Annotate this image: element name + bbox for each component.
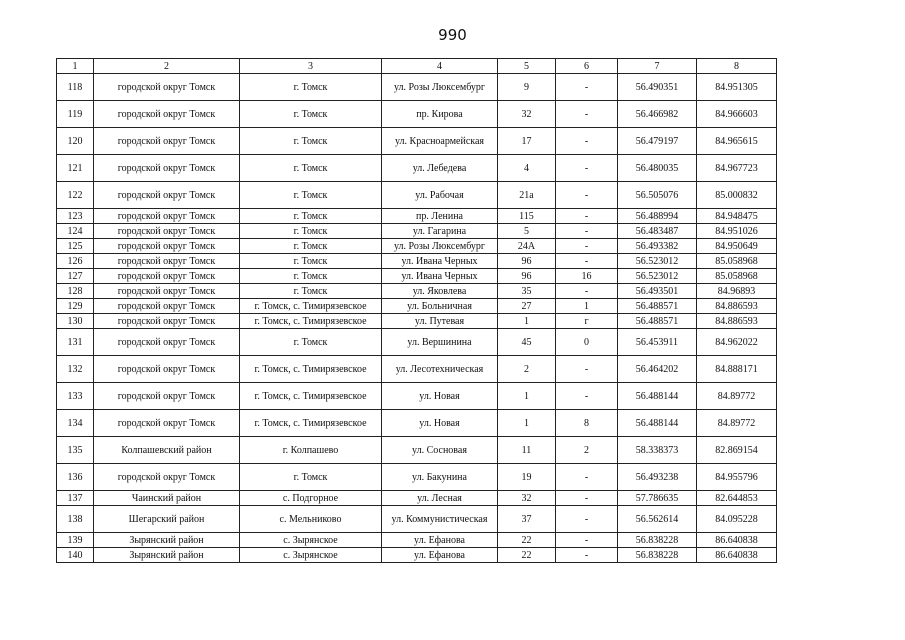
- table-row: [57, 101, 777, 128]
- district-cell: городской округ Томск: [94, 383, 240, 410]
- latitude-cell: 56.453911: [618, 329, 697, 356]
- street-cell: пр. Кирова: [382, 101, 498, 128]
- district-cell: городской округ Томск: [94, 239, 240, 254]
- settlement-cell: г. Томск: [240, 101, 382, 128]
- house-cell: 19: [498, 464, 556, 491]
- settlement-cell: г. Томск, с. Тимирязевское: [240, 314, 382, 329]
- building-cell: -: [556, 506, 618, 533]
- longitude-cell: 84.967723: [697, 155, 777, 182]
- settlement-cell: г. Томск: [240, 128, 382, 155]
- building-cell: 8: [556, 410, 618, 437]
- building-cell: -: [556, 284, 618, 299]
- column-header: 5: [498, 59, 556, 74]
- table-row: [57, 383, 777, 410]
- house-cell: 96: [498, 269, 556, 284]
- settlement-cell: г. Томск, с. Тимирязевское: [240, 383, 382, 410]
- longitude-cell: 84.955796: [697, 464, 777, 491]
- street-cell: ул. Розы Люксембург: [382, 74, 498, 101]
- header-row: [57, 59, 777, 74]
- district-cell: городской округ Томск: [94, 410, 240, 437]
- settlement-cell: г. Томск, с. Тимирязевское: [240, 299, 382, 314]
- row-number-cell: 137: [57, 491, 94, 506]
- row-number-cell: 119: [57, 101, 94, 128]
- district-cell: городской округ Томск: [94, 269, 240, 284]
- street-cell: ул. Ефанова: [382, 548, 498, 563]
- district-cell: городской округ Томск: [94, 182, 240, 209]
- house-cell: 1: [498, 314, 556, 329]
- district-cell: городской округ Томск: [94, 299, 240, 314]
- table-row: [57, 155, 777, 182]
- row-number-cell: 126: [57, 254, 94, 269]
- district-cell: городской округ Томск: [94, 74, 240, 101]
- building-cell: -: [556, 383, 618, 410]
- district-cell: Колпашевский район: [94, 437, 240, 464]
- settlement-cell: г. Томск: [240, 155, 382, 182]
- house-cell: 22: [498, 548, 556, 563]
- latitude-cell: 57.786635: [618, 491, 697, 506]
- house-cell: 45: [498, 329, 556, 356]
- street-cell: ул. Ивана Черных: [382, 254, 498, 269]
- street-cell: ул. Сосновая: [382, 437, 498, 464]
- street-cell: ул. Рабочая: [382, 182, 498, 209]
- row-number-cell: 121: [57, 155, 94, 182]
- street-cell: ул. Гагарина: [382, 224, 498, 239]
- latitude-cell: 56.488571: [618, 314, 697, 329]
- building-cell: 0: [556, 329, 618, 356]
- settlement-cell: г. Томск, с. Тимирязевское: [240, 410, 382, 437]
- row-number-cell: 140: [57, 548, 94, 563]
- latitude-cell: 56.490351: [618, 74, 697, 101]
- house-cell: 22: [498, 533, 556, 548]
- column-header: 2: [94, 59, 240, 74]
- settlement-cell: г. Томск: [240, 74, 382, 101]
- street-cell: ул. Лебедева: [382, 155, 498, 182]
- latitude-cell: 56.838228: [618, 533, 697, 548]
- settlement-cell: г. Томск: [240, 329, 382, 356]
- settlement-cell: г. Томск: [240, 284, 382, 299]
- longitude-cell: 84.951305: [697, 74, 777, 101]
- table-row: [57, 128, 777, 155]
- longitude-cell: 84.886593: [697, 314, 777, 329]
- table-row: [57, 299, 777, 314]
- latitude-cell: 56.479197: [618, 128, 697, 155]
- table-row: [57, 506, 777, 533]
- settlement-cell: г. Томск: [240, 239, 382, 254]
- row-number-cell: 138: [57, 506, 94, 533]
- longitude-cell: 82.644853: [697, 491, 777, 506]
- district-cell: городской округ Томск: [94, 254, 240, 269]
- column-header: 1: [57, 59, 94, 74]
- building-cell: -: [556, 209, 618, 224]
- row-number-cell: 125: [57, 239, 94, 254]
- settlement-cell: г. Томск: [240, 254, 382, 269]
- longitude-cell: 84.966603: [697, 101, 777, 128]
- longitude-cell: 84.888171: [697, 356, 777, 383]
- district-cell: городской округ Томск: [94, 329, 240, 356]
- table-row: [57, 254, 777, 269]
- longitude-cell: 84.948475: [697, 209, 777, 224]
- building-cell: -: [556, 182, 618, 209]
- district-cell: Чаинский район: [94, 491, 240, 506]
- street-cell: ул. Путевая: [382, 314, 498, 329]
- row-number-cell: 131: [57, 329, 94, 356]
- district-cell: городской округ Томск: [94, 284, 240, 299]
- street-cell: ул. Новая: [382, 383, 498, 410]
- table-row: [57, 209, 777, 224]
- settlement-cell: г. Томск: [240, 464, 382, 491]
- row-number-cell: 128: [57, 284, 94, 299]
- building-cell: -: [556, 128, 618, 155]
- row-number-cell: 122: [57, 182, 94, 209]
- row-number-cell: 130: [57, 314, 94, 329]
- district-cell: Зырянский район: [94, 548, 240, 563]
- district-cell: городской округ Томск: [94, 128, 240, 155]
- building-cell: -: [556, 74, 618, 101]
- building-cell: -: [556, 101, 618, 128]
- row-number-cell: 124: [57, 224, 94, 239]
- latitude-cell: 56.483487: [618, 224, 697, 239]
- street-cell: ул. Новая: [382, 410, 498, 437]
- table-row: [57, 410, 777, 437]
- building-cell: -: [556, 356, 618, 383]
- building-cell: -: [556, 239, 618, 254]
- latitude-cell: 56.488144: [618, 383, 697, 410]
- row-number-cell: 134: [57, 410, 94, 437]
- longitude-cell: 84.96893: [697, 284, 777, 299]
- longitude-cell: 82.869154: [697, 437, 777, 464]
- house-cell: 37: [498, 506, 556, 533]
- row-number-cell: 123: [57, 209, 94, 224]
- building-cell: 16: [556, 269, 618, 284]
- building-cell: -: [556, 155, 618, 182]
- row-number-cell: 127: [57, 269, 94, 284]
- house-cell: 2: [498, 356, 556, 383]
- house-cell: 17: [498, 128, 556, 155]
- table-row: [57, 437, 777, 464]
- district-cell: Шегарский район: [94, 506, 240, 533]
- district-cell: городской округ Томск: [94, 464, 240, 491]
- settlement-cell: г. Колпашево: [240, 437, 382, 464]
- settlement-cell: г. Томск: [240, 182, 382, 209]
- table-row: [57, 464, 777, 491]
- house-cell: 24А: [498, 239, 556, 254]
- latitude-cell: 56.480035: [618, 155, 697, 182]
- street-cell: ул. Лесотехническая: [382, 356, 498, 383]
- latitude-cell: 56.562614: [618, 506, 697, 533]
- district-cell: городской округ Томск: [94, 209, 240, 224]
- table-row: [57, 356, 777, 383]
- address-table: [56, 58, 777, 563]
- table-row: [57, 284, 777, 299]
- street-cell: ул. Бакунина: [382, 464, 498, 491]
- latitude-cell: 56.493238: [618, 464, 697, 491]
- building-cell: 2: [556, 437, 618, 464]
- building-cell: 1: [556, 299, 618, 314]
- house-cell: 4: [498, 155, 556, 182]
- longitude-cell: 85.000832: [697, 182, 777, 209]
- latitude-cell: 56.523012: [618, 269, 697, 284]
- latitude-cell: 56.523012: [618, 254, 697, 269]
- row-number-cell: 136: [57, 464, 94, 491]
- house-cell: 96: [498, 254, 556, 269]
- longitude-cell: 84.951026: [697, 224, 777, 239]
- latitude-cell: 56.493501: [618, 284, 697, 299]
- house-cell: 1: [498, 383, 556, 410]
- settlement-cell: с. Зырянское: [240, 533, 382, 548]
- settlement-cell: с. Подгорное: [240, 491, 382, 506]
- row-number-cell: 118: [57, 74, 94, 101]
- house-cell: 35: [498, 284, 556, 299]
- settlement-cell: г. Томск, с. Тимирязевское: [240, 356, 382, 383]
- house-cell: 32: [498, 491, 556, 506]
- table-row: [57, 533, 777, 548]
- row-number-cell: 135: [57, 437, 94, 464]
- latitude-cell: 56.488994: [618, 209, 697, 224]
- building-cell: -: [556, 491, 618, 506]
- row-number-cell: 139: [57, 533, 94, 548]
- house-cell: 9: [498, 74, 556, 101]
- district-cell: городской округ Томск: [94, 155, 240, 182]
- settlement-cell: г. Томск: [240, 209, 382, 224]
- row-number-cell: 120: [57, 128, 94, 155]
- table-body: [57, 74, 777, 563]
- street-cell: пр. Ленина: [382, 209, 498, 224]
- latitude-cell: 56.488571: [618, 299, 697, 314]
- table-row: [57, 314, 777, 329]
- house-cell: 11: [498, 437, 556, 464]
- longitude-cell: 84.950649: [697, 239, 777, 254]
- table-row: [57, 491, 777, 506]
- building-cell: -: [556, 533, 618, 548]
- longitude-cell: 85.058968: [697, 254, 777, 269]
- settlement-cell: г. Томск: [240, 269, 382, 284]
- settlement-cell: с. Мельниково: [240, 506, 382, 533]
- latitude-cell: 56.493382: [618, 239, 697, 254]
- longitude-cell: 86.640838: [697, 533, 777, 548]
- street-cell: ул. Вершинина: [382, 329, 498, 356]
- longitude-cell: 84.89772: [697, 383, 777, 410]
- settlement-cell: г. Томск: [240, 224, 382, 239]
- street-cell: ул. Красноармейская: [382, 128, 498, 155]
- table-row: [57, 269, 777, 284]
- longitude-cell: 85.058968: [697, 269, 777, 284]
- house-cell: 5: [498, 224, 556, 239]
- latitude-cell: 56.466982: [618, 101, 697, 128]
- column-header: 3: [240, 59, 382, 74]
- district-cell: Зырянский район: [94, 533, 240, 548]
- table-row: [57, 548, 777, 563]
- settlement-cell: с. Зырянское: [240, 548, 382, 563]
- street-cell: ул. Розы Люксембург: [382, 239, 498, 254]
- table-row: [57, 329, 777, 356]
- longitude-cell: 84.965615: [697, 128, 777, 155]
- latitude-cell: 56.488144: [618, 410, 697, 437]
- street-cell: ул. Больничная: [382, 299, 498, 314]
- longitude-cell: 84.962022: [697, 329, 777, 356]
- street-cell: ул. Ефанова: [382, 533, 498, 548]
- latitude-cell: 56.838228: [618, 548, 697, 563]
- district-cell: городской округ Томск: [94, 356, 240, 383]
- house-cell: 27: [498, 299, 556, 314]
- column-header: 8: [697, 59, 777, 74]
- building-cell: -: [556, 254, 618, 269]
- longitude-cell: 84.886593: [697, 299, 777, 314]
- latitude-cell: 56.505076: [618, 182, 697, 209]
- row-number-cell: 133: [57, 383, 94, 410]
- longitude-cell: 84.095228: [697, 506, 777, 533]
- district-cell: городской округ Томск: [94, 101, 240, 128]
- row-number-cell: 129: [57, 299, 94, 314]
- street-cell: ул. Яковлева: [382, 284, 498, 299]
- building-cell: -: [556, 464, 618, 491]
- longitude-cell: 86.640838: [697, 548, 777, 563]
- table-row: [57, 239, 777, 254]
- district-cell: городской округ Томск: [94, 314, 240, 329]
- page-number: 990: [438, 26, 467, 44]
- table-row: [57, 74, 777, 101]
- latitude-cell: 58.338373: [618, 437, 697, 464]
- district-cell: городской округ Томск: [94, 224, 240, 239]
- building-cell: -: [556, 548, 618, 563]
- column-header: 6: [556, 59, 618, 74]
- longitude-cell: 84.89772: [697, 410, 777, 437]
- house-cell: 115: [498, 209, 556, 224]
- street-cell: ул. Лесная: [382, 491, 498, 506]
- street-cell: ул. Ивана Черных: [382, 269, 498, 284]
- table-row: [57, 224, 777, 239]
- building-cell: -: [556, 224, 618, 239]
- building-cell: г: [556, 314, 618, 329]
- row-number-cell: 132: [57, 356, 94, 383]
- street-cell: ул. Коммунистическая: [382, 506, 498, 533]
- table-row: [57, 182, 777, 209]
- column-header: 7: [618, 59, 697, 74]
- column-header: 4: [382, 59, 498, 74]
- house-cell: 32: [498, 101, 556, 128]
- house-cell: 1: [498, 410, 556, 437]
- house-cell: 21а: [498, 182, 556, 209]
- latitude-cell: 56.464202: [618, 356, 697, 383]
